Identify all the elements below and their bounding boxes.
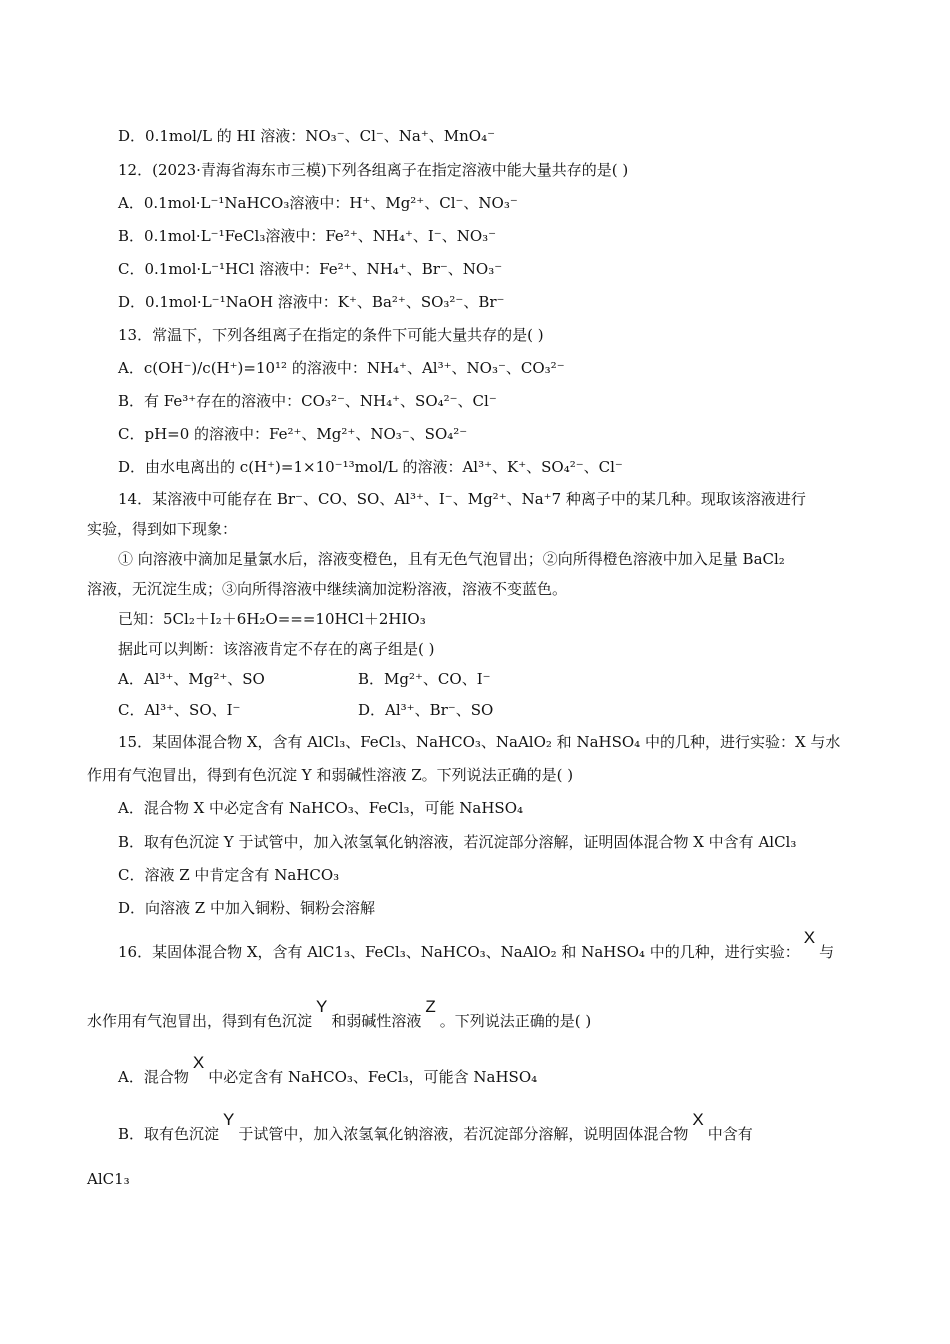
q14-option-c: C．Al³⁺、SO、I⁻ [118, 701, 241, 719]
q13-option-a: A．c(OH⁻)/c(H⁺)=10¹² 的溶液中：NH₄⁺、Al³⁺、NO₃⁻、CO₃²⁻ [118, 359, 565, 377]
q16-stem2-text-mid: 和弱碱性溶液 [331, 1012, 422, 1030]
q16-option-b-mid: 于试管中，加入浓氢氧化钠溶液，若沉淀部分溶解，说明固体混合物 [238, 1125, 689, 1143]
q16-option-b-tail: 中含有 [707, 1125, 753, 1143]
q15-option-b: B．取有色沉淀 Y 于试管中，加入浓氢氧化钠溶液，若沉淀部分溶解，证明固体混合物 X 中含有 AlCl₃ [118, 833, 797, 851]
var-x: X [803, 928, 816, 947]
q16-stem2-text: 水作用有气泡冒出，得到有色沉淀 [87, 1012, 313, 1030]
q15-option-a: A．混合物 X 中必定含有 NaHCO₃、FeCl₃，可能 NaHSO₄ [118, 799, 524, 817]
q16-option-a [118, 1053, 538, 1087]
q16-option-b-text: B．取有色沉淀 [118, 1125, 220, 1143]
q14-observation-line1: ① 向溶液中滴加足量氯水后，溶液变橙色，且有无色气泡冒出；②向所得橙色溶液中加入足量 BaCl₂ [118, 550, 785, 568]
var-y: Y [223, 1110, 235, 1129]
q16-option-a-text: A．混合物 [118, 1068, 189, 1086]
q14-known-equation: 已知：5Cl₂＋I₂＋6H₂O===10HCl＋2HIO₃ [118, 610, 426, 628]
q14-stem-line1: 14．某溶液中可能存在 Br⁻、CO、SO、Al³⁺、I⁻、Mg²⁺、Na⁺7 种离子中的某几种。现取该溶液进行 [118, 490, 806, 508]
q16-stem-text: 16．某固体混合物 X，含有 AlC1₃、FeCl₃、NaHCO₃、NaAlO₂ 和 NaHSO₄ 中的几种，进行实验： [118, 943, 800, 961]
q14-option-a: A．Al³⁺、Mg²⁺、SO [118, 670, 265, 688]
q16-option-a-tail: 中必定含有 NaHCO₃、FeCl₃，可能含 NaHSO₄ [208, 1068, 538, 1086]
q14-observation-line2: 溶液，无沉淀生成；③向所得溶液中继续滴加淀粉溶液，溶液不变蓝色。 [87, 580, 568, 598]
q12-option-c: C．0.1mol·L⁻¹HCl 溶液中：Fe²⁺、NH₄⁺、Br⁻、NO₃⁻ [118, 260, 503, 278]
q11-option-d: D．0.1mol/L 的 HI 溶液：NO₃⁻、Cl⁻、Na⁺、MnO₄⁻ [118, 127, 496, 145]
q14-question: 据此可以判断：该溶液肯定不存在的离子组是( ) [118, 640, 435, 658]
q14-stem-line2: 实验，得到如下现象： [87, 520, 238, 538]
q12-option-a: A．0.1mol·L⁻¹NaHCO₃溶液中：H⁺、Mg²⁺、Cl⁻、NO₃⁻ [118, 194, 518, 212]
q13-option-b: B．有 Fe³⁺存在的溶液中：CO₃²⁻、NH₄⁺、SO₄²⁻、Cl⁻ [118, 392, 497, 410]
q12-option-b: B．0.1mol·L⁻¹FeCl₃溶液中：Fe²⁺、NH₄⁺、I⁻、NO₃⁻ [118, 227, 497, 245]
q15-stem-line1: 15．某固体混合物 X，含有 AlCl₃、FeCl₃、NaHCO₃、NaAlO₂ 和 NaHSO₄ 中的几种，进行实验：X 与水 [118, 733, 841, 751]
q16-option-b-continued: AlC1₃ [87, 1170, 130, 1188]
var-z: Z [425, 997, 436, 1016]
q16-option-b [118, 1110, 753, 1144]
q15-option-c: C．溶液 Z 中肯定含有 NaHCO₃ [118, 866, 340, 884]
q15-stem-line2: 作用有气泡冒出，得到有色沉淀 Y 和弱碱性溶液 Z。下列说法正确的是( ) [87, 766, 574, 784]
var-x: X [692, 1110, 704, 1129]
q16-stem2-text-tail: 。下列说法正确的是( ) [439, 1012, 592, 1030]
var-x: X [192, 1053, 205, 1072]
q13-stem: 13．常温下，下列各组离子在指定的条件下可能大量共存的是( ) [118, 326, 544, 344]
q16-stem-line1 [118, 928, 835, 962]
q12-option-d: D．0.1mol·L⁻¹NaOH 溶液中：K⁺、Ba²⁺、SO₃²⁻、Br⁻ [118, 293, 505, 311]
q14-option-d: D．Al³⁺、Br⁻、SO [358, 701, 494, 719]
q16-stem-text-tail: 与 [819, 943, 835, 961]
q14-option-b: B．Mg²⁺、CO、I⁻ [358, 670, 491, 688]
q16-stem-line2 [87, 997, 592, 1031]
q13-option-d: D．由水电离出的 c(H⁺)=1×10⁻¹³mol/L 的溶液：Al³⁺、K⁺、SO₄²⁻、Cl⁻ [118, 458, 623, 476]
q15-option-d: D．向溶液 Z 中加入铜粉、铜粉会溶解 [118, 899, 375, 917]
q13-option-c: C．pH=0 的溶液中：Fe²⁺、Mg²⁺、NO₃⁻、SO₄²⁻ [118, 425, 468, 443]
q12-stem: 12．(2023·青海省海东市三模)下列各组离子在指定溶液中能大量共存的是( ) [118, 161, 629, 179]
var-y: Y [316, 997, 328, 1016]
